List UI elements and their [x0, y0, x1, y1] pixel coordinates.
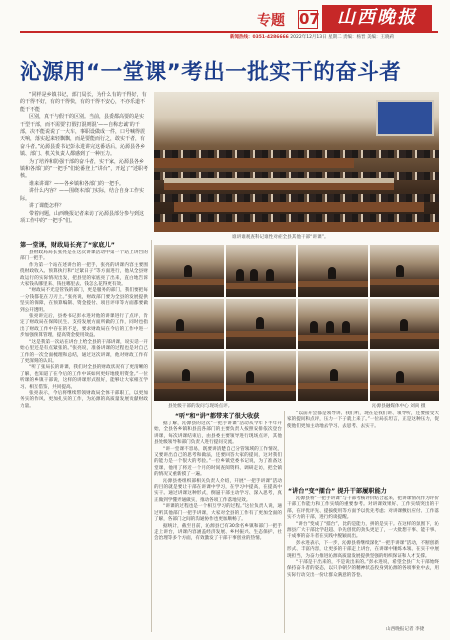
hotline-number: 0351-4286666: [252, 35, 289, 40]
projection-screen: [376, 100, 434, 136]
speaker-photo: [370, 245, 439, 297]
issue-weekday: 星期二: [328, 35, 342, 40]
lead-paragraph: “同样是乡镇书记，部门局长，为什么有的干得好，有的干得不好，有的干得快，有的干得不安心，不亦乐道不能干不能: [20, 92, 147, 113]
section1-paragraph: 张亮表示，今后将继续带领财政局全体干部职工，以更加务实的作风、更加扎实的工作，为沁源的高质量发展贡献财政力量。: [20, 390, 148, 409]
speaker-photo: [154, 299, 224, 349]
header-rule: [20, 31, 438, 33]
section3-paragraph: “干部是干出来的，不是说出来的。”彭永进说，希望全县广大干部始终保持奋斗者的姿态，以只争朝夕的精神状态投身到沁源的各项事业中去，用实际行动交出一份让群众满意的答卷。: [287, 560, 439, 578]
designer-credit: 美编：王晓莉: [366, 35, 394, 40]
section1-paragraph: “听了张局长的讲课，我们对全县的财政状况有了更清晰的了解，也知道了在今后的工作中该如何更好地使用资金。”一位听课的乡镇干部说，这样的讲课形式很好，能够让大家相互学习、相互借鉴，共同提高。: [20, 365, 148, 390]
section3-paragraph: 彭永进表示，下一步，沁源县将继续深化“一把手讲课”活动，不断创新形式、丰富内容，让更多的干部走上讲台，在讲课中锤炼本领、在实干中展现担当，为奋力推进沁源高质量发展提供坚强的组织保证和人才支撑。: [287, 540, 439, 559]
section1-paragraph: 张亮讲完后，县委书记彭永进对他的讲课进行了点评，肯定了财政局在保障民生、支持发展方面所做的工作，同时也指出了财政工作中存在的不足，要求财政局在今后的工作中进一步加强预算管理，提高资金使用效益。: [20, 314, 148, 339]
column-divider: [151, 240, 152, 632]
section2-paragraph: 沁源县委组织部相关负责人介绍，开展“一把手讲课”活动的目的就是要让干部在讲课中学习，在学习中提高，在提高中实干。通过讲课这种形式，倒逼干部主动学习、深入思考，真正做到学懂弄通做实，推动各项工作落地见效。: [154, 478, 282, 503]
speaker-photo: [226, 351, 296, 401]
reporter-credit: 山西晚报记者 李捷: [386, 627, 425, 632]
section2-paragraph: 据了解，沁源县的这次“一把手讲课”活动从今年下半年开始，全县各乡镇和县直各部门的主要负责人按照安排依次登台讲课，每次讲课结束后，由县委主要领导进行现场点评，其他县处级领导和部门负责人进行提问交流。: [154, 421, 282, 446]
section1-paragraph: “财政局不光是管钱的部门，更是服务的部门，我们要把每一分钱都花在刀刃上。”张亮说，财政部门要为全县的发展提供坚实的保障，在预算编制、资金拨付、项目评审等方面都要做到公开透明。: [20, 288, 148, 313]
section-label: 专题: [257, 13, 285, 29]
issue-info: [230, 34, 394, 40]
lead-paragraph: 为了培养和防强干部的奋斗者，实干家，沁源县各乡镇和各部门的“一把手”们轮番登上“讲台”，开起了“述职考核。: [20, 158, 148, 180]
speaker-photo: [154, 351, 224, 401]
section3-title: “讲台”变“擂台” 提升干部履职能力: [288, 488, 387, 495]
section3-paragraph: 沁源县将“一把手讲课”与干部考核评价结合起来，把讲课情况作为评价干部工作能力和工作实绩的重要参考。对讲课效果好、工作实绩突出的干部，在评优评先、提拔使用等方面予以优先考虑；对讲课敷衍应付、工作落实不力的干部，进行约谈提醒。: [287, 496, 439, 521]
top-photo-caption: 谁讲谁观查科记谁性对症全县其他干部“讲课”。: [232, 235, 329, 240]
page-number: 07: [299, 10, 320, 28]
left-photo-caption: 县处级干部的发问与现场点评。: [168, 404, 233, 409]
article-headline: 沁源用“一堂课”考出一批实干的奋斗者: [20, 60, 402, 85]
section2-paragraph: “讲课的过程也是一个相互学习的过程。”这位负责人说，通过听其他部门一把手讲课，大家对全县的工作有了更加全面的了解，各部门之间的沟通协作也更加顺畅了。: [154, 504, 282, 523]
audience-photo: [226, 245, 296, 297]
speaker-photo: [298, 245, 368, 297]
section3-paragraph: “讲台”变成了“擂台”，比的是能力，拼的是实干。在这样的氛围下，沁源县广大干部比学赶超、争先创优的劲头更足了，一大批想干事、能干事、干成事的奋斗者在实践中脱颖而出。: [287, 521, 439, 540]
issue-date: 2022年12月13日: [290, 35, 327, 40]
section1-paragraph: 县财政局局长张亮是在这次讲课活动中第一个站上讲台的部门一把手。: [20, 250, 148, 262]
section2-paragraph: “讲一堂课不容易，既要讲清楚自己分管领域的工作情况，又要讲出自己的思考和做法，还要回答大家的提问，这对我们的能力是一个很大的考验。”一位乡镇党委书记说，为了准备这堂课，他用了将近一个月的时间查阅资料、调研走访，把全镇的情况又重新摸了一遍。: [154, 446, 282, 478]
section2-body: [154, 421, 282, 633]
column-divider: [284, 411, 285, 633]
section1-body: [20, 250, 148, 635]
section3-body: [287, 496, 439, 624]
section3-body-top: [287, 411, 439, 483]
newspaper-logo: 山西晚报: [322, 5, 432, 31]
lead-paragraph: 区别，真干与假干的区别。当前，县委都高要的是实干型干部，而不需要‘打假打混则混’——自称忠诚‘的干部，决不能说说了一大车，事职设做成一件，口号喊得震天响，落实起来轻飘飘，而是要能而行之，敢实干者，有奋斗者。”沁源县委书记彭永进讲完这番话后，沁源县各乡镇、部门、机关负责人都感到了一种压力。: [20, 114, 146, 158]
lead-paragraph: 谁来讲课？——各乡镇和各部门的一把手。: [29, 180, 125, 187]
hotline-label: 新闻热线：: [230, 35, 253, 40]
speaker-photo: [226, 299, 296, 349]
meeting-hall-photo: [154, 92, 439, 232]
section2-title: “听”和“讲”都带来了很大收获: [175, 413, 260, 420]
section3-paragraph: “以前开会都是领导讲、我们听，现在是我们讲、领导听，还要接受大家的提问和点评，压力一下子就上来了。”一位局长坦言，正是这种压力，促使他们更加主动地去学习、去思考、去实干。: [287, 411, 439, 429]
section1-paragraph: 作为第一个站在述讲台的一把手，张亮的讲课内容主要围绕财政收入、预算执行和“过紧日子”等方面进行，他从全县财政运行的实际情况出发，把县里的家底亮了出来，直白地告诉大家钱从哪里来、钱往哪里去、钱怎么花得更有效。: [20, 262, 148, 288]
section1-paragraph: “这是我第一次站在讲台上给全县的干部讲课，说实话一开始心里还是有点紧张的。”张亮说，准备讲课的过程也是对自己工作的一次全面梳理和总结，通过这次讲课，他对财政工作有了更深刻的认识。: [20, 339, 148, 364]
audience-photo: [298, 299, 368, 349]
lead-paragraph: 讲了课能怎样？: [29, 203, 65, 210]
speaker-photo: [154, 245, 224, 297]
speaker-photo: [370, 299, 439, 349]
speaker-photo: [370, 351, 439, 401]
section2-paragraph: 据统计，截至目前，沁源县已有30余名乡镇和部门一把手走上讲台，讲课内容涵盖经济发展、乡村振兴、生态保护、社会治理等多个方面，有效激发了干部干事创业的热情。: [154, 523, 282, 542]
article-lead: [20, 92, 148, 225]
lead-paragraph: 讲什么内容？——围绕本部门实际，结合自身工作实际。: [20, 188, 145, 202]
section1-title: 第一堂课，财政局长亮了“家底儿”: [20, 242, 115, 249]
editor-credit: 责编：杨晋: [343, 35, 366, 40]
right-photo-caption: 沁源县融媒体中心 刘尚 摄: [372, 404, 426, 409]
speaker-photo: [298, 351, 368, 401]
lead-paragraph: 带着问题，山西晚报记者来访了沁源县部分参与到这项工作中的“一把手”们。: [20, 210, 145, 224]
